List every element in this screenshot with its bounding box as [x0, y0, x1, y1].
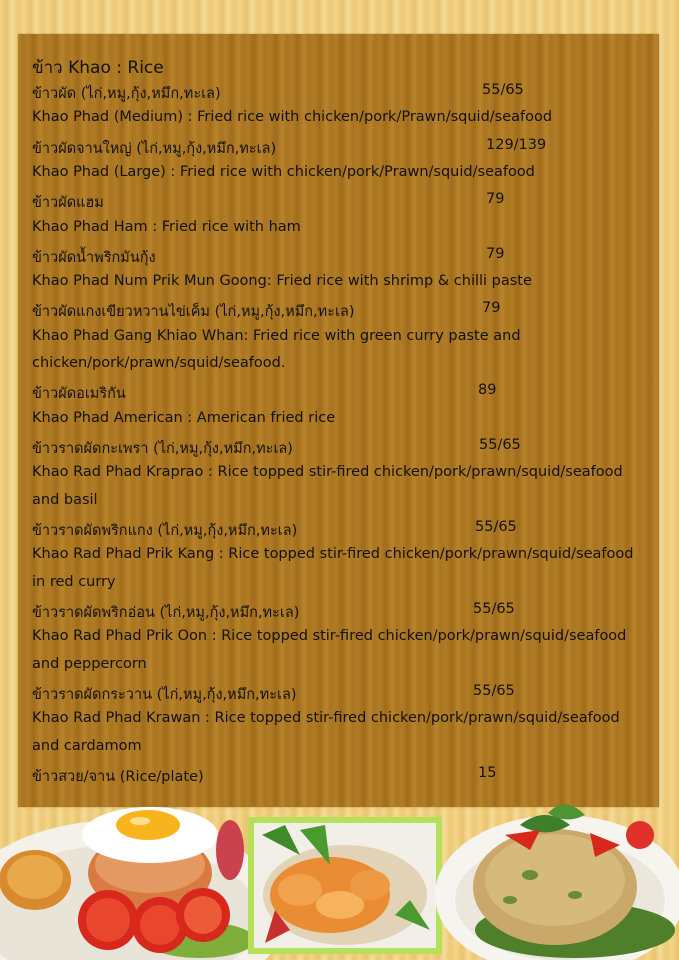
item-thai-name: ข้าวผัดจานใหญ่ (ไก่,หมู,กุ้ง,หมึก,ทะเล) [32, 141, 277, 157]
item-english-description-continued: and peppercorn [32, 656, 147, 672]
item-english-description: Khao Rad Phad Krawan : Rice topped stir-fired chicken/pork/prawn/squid/seafood [32, 710, 620, 726]
item-price: 79 [486, 191, 505, 207]
item-english-description-continued: in red curry [32, 574, 116, 590]
item-thai-name: ข้าวผัดแฮม [32, 195, 104, 211]
item-thai-name: ข้าวราดผัดกระวาน (ไก่,หมู,กุ้ง,หมึก,ทะเล) [32, 687, 297, 703]
item-english-description: Khao Phad (Large) : Fried rice with chicken/pork/Prawn/squid/seafood [32, 164, 535, 180]
item-english-description-continued: and basil [32, 492, 98, 508]
item-thai-name: ข้าวผัดน้ำพริกมันกุ้ง [32, 250, 156, 266]
item-price: 55/65 [475, 519, 517, 535]
item-thai-name: ข้าวผัดอเมริกัน [32, 386, 126, 402]
item-thai-name: ข้าวราดผัดพริกอ่อน (ไก่,หมู,กุ้ง,หมึก,ทะเล) [32, 605, 300, 621]
green-curry-fried-rice-image [435, 804, 679, 960]
item-english-description-continued: and cardamom [32, 738, 142, 754]
menu-title: ข้าว Khao : Rice [32, 58, 164, 78]
item-price: 55/65 [482, 82, 524, 98]
item-thai-name: ข้าวผัดแกงเขียวหวานไข่เค็ม (ไก่,หมู,กุ้ง,หมึก,ทะเล) [32, 304, 355, 320]
item-price: 79 [486, 246, 505, 262]
food-photos-illustration [0, 795, 679, 960]
item-english-description-continued: chicken/pork/prawn/squid/seafood. [32, 355, 286, 371]
item-thai-name: ข้าวราดผัดพริกแกง (ไก่,หมู,กุ้ง,หมึก,ทะเล) [32, 523, 298, 539]
menu-panel [18, 34, 659, 807]
item-english-description: Khao Rad Phad Kraprao : Rice topped stir-fired chicken/pork/prawn/squid/seafood [32, 464, 623, 480]
food-photo-strip [0, 795, 679, 960]
item-price: 15 [478, 765, 497, 781]
item-price: 129/139 [486, 137, 547, 153]
item-english-description: Khao Rad Phad Prik Kang : Rice topped stir-fired chicken/pork/prawn/squid/seafood [32, 546, 634, 562]
item-english-description: Khao Phad Num Prik Mun Goong: Fried rice with shrimp & chilli paste [32, 273, 532, 289]
shrimp-fried-rice-image [248, 817, 442, 954]
item-english-description: Khao Phad (Medium) : Fried rice with chicken/pork/Prawn/squid/seafood [32, 109, 553, 125]
fried-rice-egg-plate-image [0, 807, 285, 960]
item-english-description: Khao Phad American : American fried rice [32, 410, 336, 426]
item-english-description: Khao Rad Phad Prik Oon : Rice topped stir-fired chicken/pork/prawn/squid/seafood [32, 628, 627, 644]
item-price: 89 [478, 382, 497, 398]
item-english-description: Khao Phad Ham : Fried rice with ham [32, 219, 301, 235]
item-price: 79 [482, 300, 501, 316]
item-thai-name: ข้าวสวย/จาน (Rice/plate) [32, 769, 204, 785]
item-price: 55/65 [473, 601, 515, 617]
item-price: 55/65 [479, 437, 521, 453]
item-thai-name: ข้าวราดผัดกะเพรา (ไก่,หมู,กุ้ง,หมึก,ทะเล) [32, 441, 293, 457]
item-thai-name: ข้าวผัด (ไก่,หมู,กุ้ง,หมึก,ทะเล) [32, 86, 221, 102]
item-english-description: Khao Phad Gang Khiao Whan: Fried rice with green curry paste and [32, 328, 521, 344]
item-price: 55/65 [473, 683, 515, 699]
